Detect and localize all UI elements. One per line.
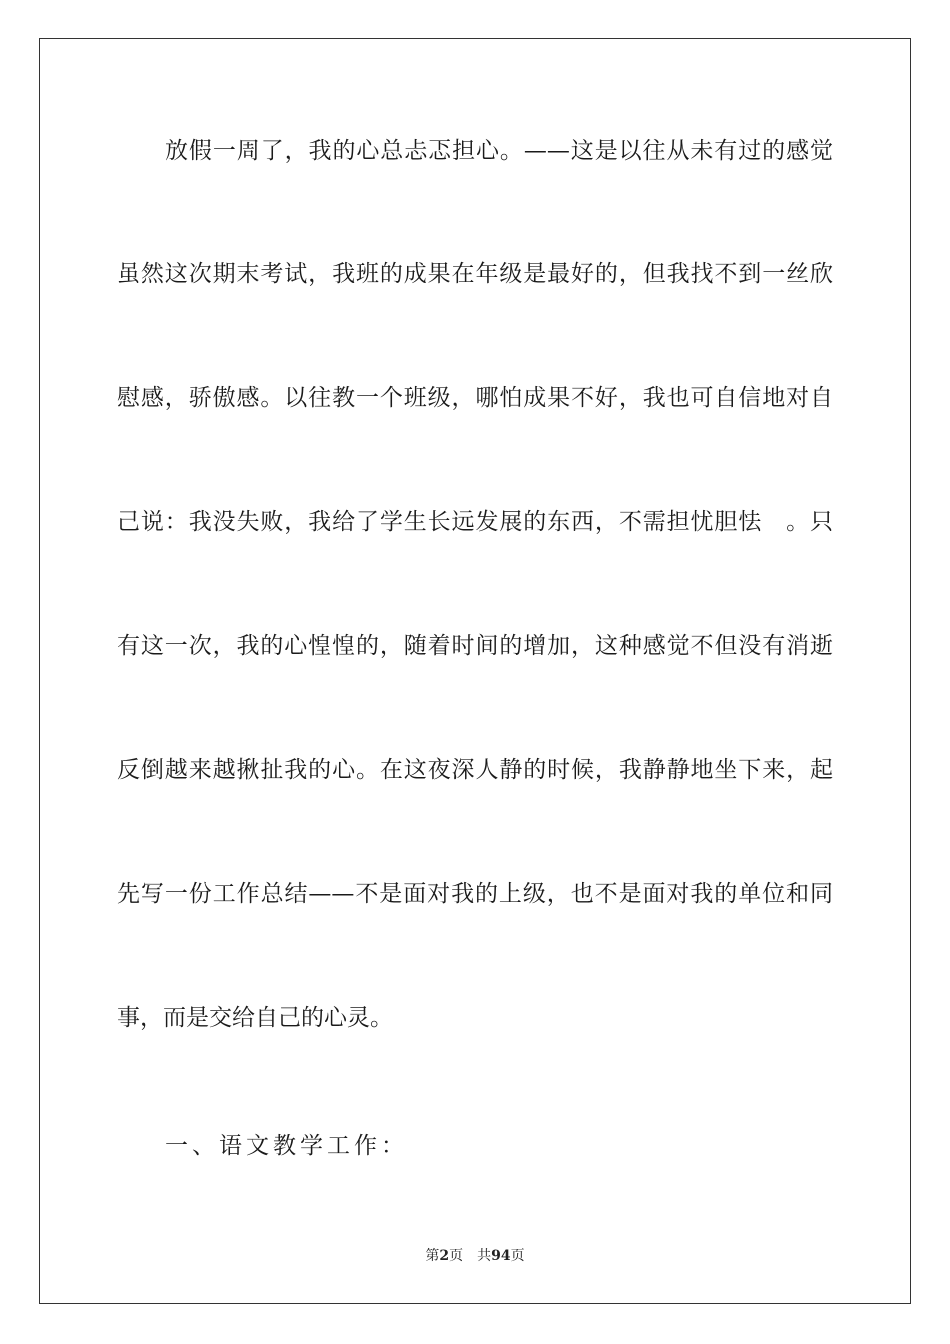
paragraph-line-6: 反倒越来越揪扯我的心。在这夜深人静的时候，我静静地坐下来，起 — [117, 757, 833, 783]
paragraph-line-4: 己说：我没失败，我给了学生长远发展的东西，不需担忧胆怯 。只 — [117, 509, 833, 535]
footer-page-prefix: 第 — [425, 1248, 440, 1264]
section-heading: 一、语文教学工作： — [165, 1133, 408, 1159]
paragraph-line-3: 慰感，骄傲感。以往教一个班级，哪怕成果不好，我也可自信地对自 — [117, 385, 833, 411]
paragraph-line-1: 放假一周了，我的心总忐忑担心。——这是以往从未有过的感觉 — [165, 138, 833, 164]
page-frame — [39, 38, 911, 1304]
footer-total-number: 94 — [491, 1248, 511, 1264]
footer-total-prefix: 共 — [477, 1248, 492, 1264]
paragraph-line-8: 事，而是交给自己的心灵。 — [117, 1005, 393, 1031]
paragraph-line-2: 虽然这次期末考试，我班的成果在年级是最好的，但我找不到一丝欣 — [117, 261, 833, 287]
footer-page-number: 2 — [439, 1248, 450, 1264]
footer-total-suffix: 页 — [510, 1248, 525, 1264]
footer-page-suffix: 页 — [449, 1248, 464, 1264]
paragraph-line-5: 有这一次，我的心惶惶的，随着时间的增加，这种感觉不但没有消逝 — [117, 633, 833, 659]
page-footer — [0, 1246, 950, 1266]
paragraph-line-7: 先写一份工作总结——不是面对我的上级，也不是面对我的单位和同 — [117, 881, 833, 907]
